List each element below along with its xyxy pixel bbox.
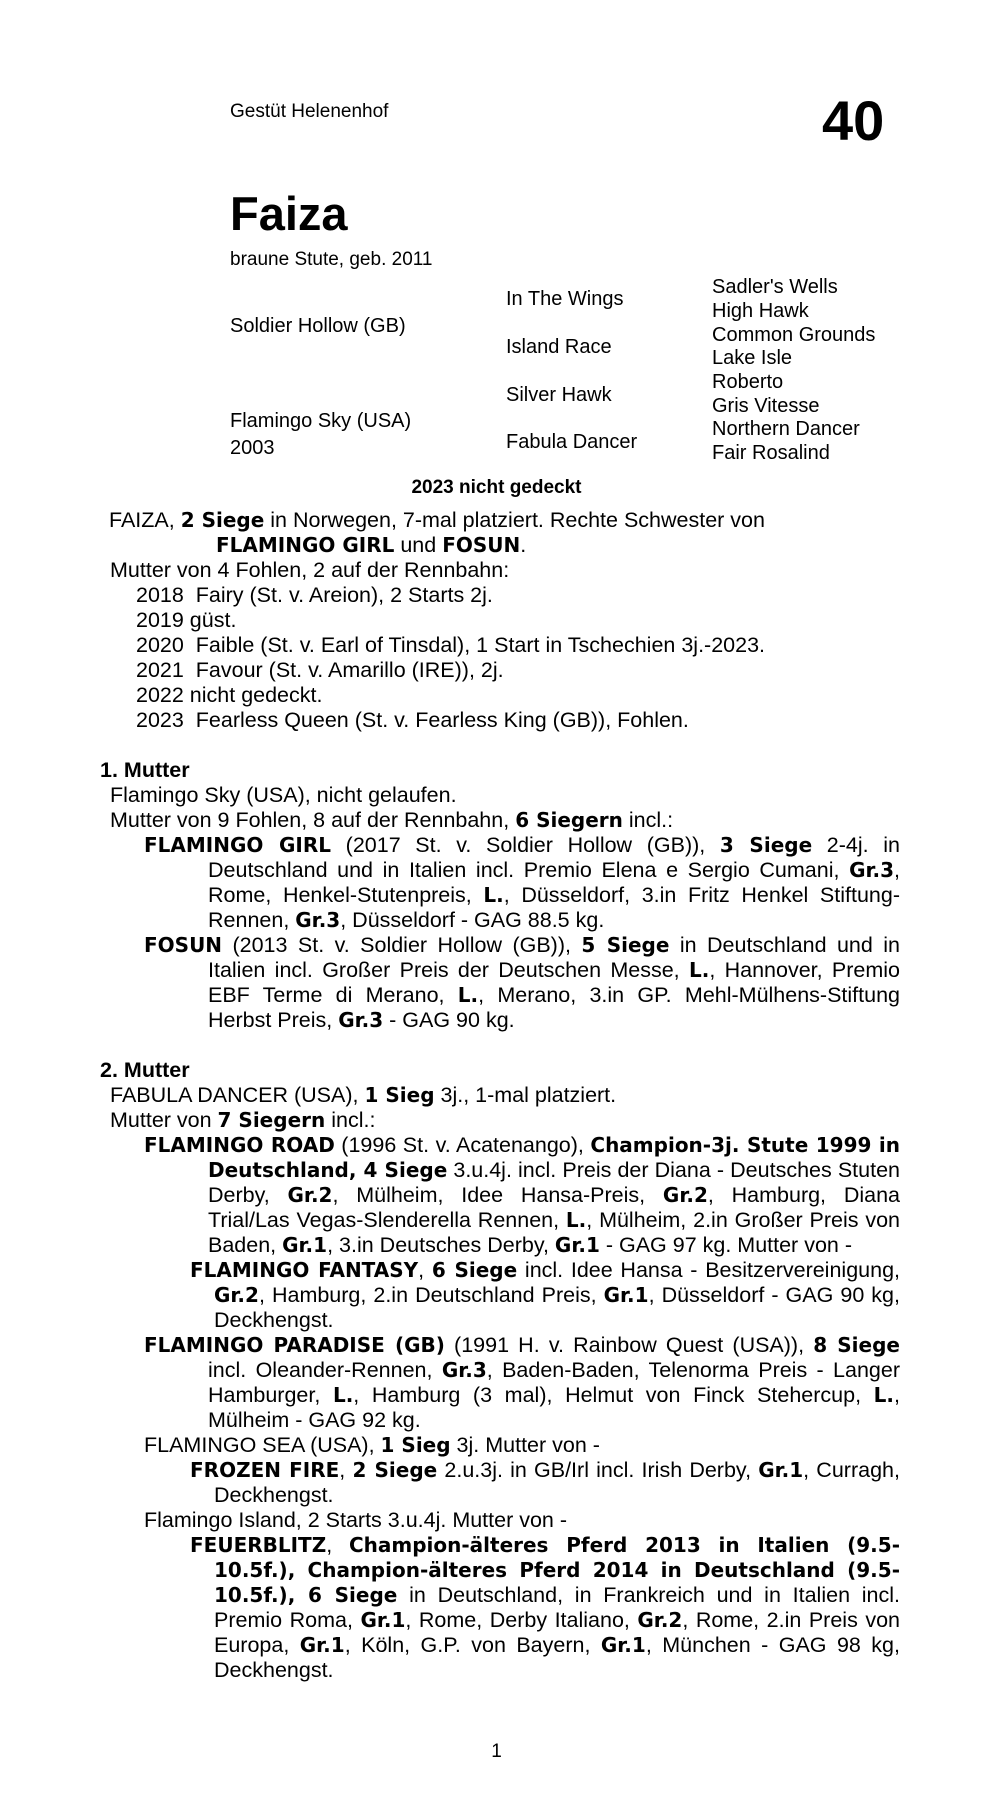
bold-run: Gr.1 [600,1633,646,1657]
bold-run: Gr.3 [338,1008,384,1032]
foal-entry: 2019 güst. [136,608,237,632]
pedigree-gen2: In The Wings [506,288,624,310]
bold-run: FLAMINGO FANTASY [190,1258,419,1282]
covering-status: 2023 nicht gedeckt [411,477,582,498]
dam-line: Mutter von 7 Siegern incl.: [110,1108,376,1132]
bold-run: 7 Siegern [217,1108,326,1132]
dam-line: Flamingo Sky (USA), nicht gelaufen. [110,783,457,807]
bold-run: FLAMINGO GIRL [144,833,332,857]
bold-run: Gr.1 [603,1283,649,1307]
pedigree-gen3: Northern Dancer [712,418,860,440]
page-number: 1 [491,1741,502,1762]
dam-line: Mutter von 9 Fohlen, 8 auf der Rennbahn, 6 Siegern incl.: [110,808,674,832]
horse-name: Faiza [230,187,348,240]
foal-entry: 2018 Fairy (St. v. Areion), 2 Starts 2j. [136,583,493,607]
bold-run: L. [873,1383,895,1407]
bold-run: 3 Siege [719,833,813,857]
bold-run: FLAMINGO GIRL [216,533,395,557]
bold-run: Gr.3 [849,858,895,882]
summary-line: FLAMINGO GIRL und FOSUN. [216,533,527,557]
bold-run: L. [483,883,504,907]
bold-run: L. [688,958,710,982]
bold-run: FOSUN [442,533,521,557]
bold-run: Gr.3 [441,1358,487,1382]
progeny-entry: FEUERBLITZ, Champion-älteres Pferd 2013 in Italien (9.5-10.5f.), Champion-älteres Pferd 2014 in Deutschland (9.5-10.5f.), 6 Siege in Deutschland, in Frankreich und in Italien incl. Premio Roma, Gr.1, Rome, Derby Italiano, Gr.2, Rome, 2.in Preis von Europa, Gr.1, Köln, G.P. von Bayern, Gr.1, München - GAG 98 kg, Deckhengst. [190,1533,900,1682]
bold-run: Gr.1 [360,1608,406,1632]
progeny-entry: FLAMINGO PARADISE (GB) (1991 H. v. Rainbow Quest (USA)), 8 Siege incl. Oleander-Rennen, Gr.3, Baden-Baden, Telenorma Preis - Langer Hamburger, L., Hamburg (3 mal), Helmut von Finck Stehercup, L., Mülheim - GAG 92 kg. [144,1333,900,1432]
pedigree-gen3: Roberto [712,371,784,393]
catalogue-text [100,508,900,1683]
progeny-entry: FROZEN FIRE, 2 Siege 2.u.3j. in GB/Irl incl. Irish Derby, Gr.1, Curragh, Deckhengst. [190,1458,900,1507]
bold-run: 8 Siege [813,1333,900,1357]
bold-run: L. [457,983,479,1007]
bold-run: 5 Siege [581,933,670,957]
bold-run: 6 Siege [431,1258,518,1282]
bold-run: 6 Siegern [515,808,623,832]
progeny-entry: FLAMINGO ROAD (1996 St. v. Acatenango), Champion-3j. Stute 1999 in Deutschland, 4 Siege 3.u.4j. incl. Preis der Diana - Deutsches Stuten Derby, Gr.2, Mülheim, Idee Hansa-Preis, Gr.2, Hamburg, Diana Trial/Las Vegas-Slenderella Rennen, L., Mülheim, 2.in Großer Preis von Baden, Gr.1, 3.in Deutsches Derby, Gr.1 - GAG 97 kg. Mutter von - [144,1133,900,1257]
foal-entry: 2023 Fearless Queen (St. v. Fearless King (GB)), Fohlen. [136,708,689,732]
bold-run: FLAMINGO ROAD [144,1133,335,1157]
horse-description: braune Stute, geb. 2011 [230,249,433,270]
pedigree-gen3: Sadler's Wells [712,276,838,298]
bold-run: Gr.2 [637,1608,683,1632]
bold-run: L. [332,1383,354,1407]
foal-entry: 2020 Faible (St. v. Earl of Tinsdal), 1 Start in Tschechien 3j.-2023. [136,633,766,657]
progeny-entry: FLAMINGO GIRL (2017 St. v. Soldier Hollow (GB)), 3 Siege 2-4j. in Deutschland und in Italien incl. Premio Elena e Sergio Cumani, Gr.3, Rome, Henkel-Stutenpreis, L., Düsseldorf, 3.in Fritz Henkel Stiftung-Rennen, Gr.3, Düsseldorf - GAG 88.5 kg. [144,833,901,932]
pedigree-gen3: High Hawk [712,300,809,322]
lot-number: 40 [822,89,885,152]
bold-run: 2 Siege [180,508,265,532]
summary-line: FAIZA, 2 Siege in Norwegen, 7-mal platziert. Rechte Schwester von [109,508,765,532]
bold-run: Gr.1 [299,1633,345,1657]
pedigree-gen3: Common Grounds [712,324,876,346]
foal-entry: 2021 Favour (St. v. Amarillo (IRE)), 2j. [136,658,504,682]
progeny-entry: FOSUN (2013 St. v. Soldier Hollow (GB)), 5 Siege in Deutschland und in Italien incl. Großer Preis der Deutschen Messe, L., Hannover, Premio EBF Terme di Merano, L., Merano, 3.in GP. Mehl-Mülhens-Stiftung Herbst Preis, Gr.3 - GAG 90 kg. [144,933,901,1032]
bold-run: Gr.1 [554,1233,600,1257]
progeny-entry: FLAMINGO SEA (USA), 1 Sieg 3j. Mutter von - [144,1433,600,1457]
bold-run: Gr.1 [758,1458,804,1482]
bold-run: FLAMINGO PARADISE (GB) [144,1333,445,1357]
section-heading-dam2: 2. Mutter [100,1058,190,1082]
bold-run: Champion-3j. Stute 1999 in Deutschland, 4 Siege [208,1133,900,1182]
pedigree-dam: Flamingo Sky (USA) [230,410,412,432]
bold-run: Gr.2 [214,1283,259,1307]
section-heading-dam1: 1. Mutter [100,758,190,782]
pedigree-gen2: Fabula Dancer [506,431,638,453]
pedigree-gen2: Island Race [506,336,612,358]
pedigree-sire: Soldier Hollow (GB) [230,315,406,337]
bold-run: 2 Siege [352,1458,438,1482]
pedigree-gen3: Gris Vitesse [712,395,820,417]
bold-run: FEUERBLITZ [190,1533,327,1557]
progeny-entry: FLAMINGO FANTASY, 6 Siege incl. Idee Hansa - Besitzervereinigung, Gr.2, Hamburg, 2.in Deutschland Preis, Gr.1, Düsseldorf - GAG 90 kg, Deckhengst. [190,1258,900,1332]
bold-run: FROZEN FIRE [190,1458,340,1482]
bold-run: 1 Sieg [380,1433,451,1457]
pedigree-gen3: Lake Isle [712,347,793,369]
bold-run: L. [565,1208,587,1232]
bold-run: Champion-älteres Pferd 2013 in Italien (9.5-10.5f.), Champion-älteres Pferd 2014 in Deutschland (9.5-10.5f.), 6 Siege [214,1533,900,1607]
bold-run: Gr.1 [282,1233,328,1257]
pedigree-dam-year: 2003 [230,437,275,459]
bold-run: Gr.3 [295,908,341,932]
foal-entry: 2022 nicht gedeckt. [136,683,323,707]
foals-intro: Mutter von 4 Fohlen, 2 auf der Rennbahn: [110,558,510,582]
bold-run: Gr.2 [287,1183,333,1207]
pedigree-gen2: Silver Hawk [506,384,612,406]
pedigree-gen3: Fair Rosalind [712,442,830,464]
dam-line: FABULA DANCER (USA), 1 Sieg 3j., 1-mal platziert. [110,1083,617,1107]
progeny-entry: Flamingo Island, 2 Starts 3.u.4j. Mutter von - [144,1508,568,1532]
bold-run: 1 Sieg [364,1083,435,1107]
bold-run: FOSUN [144,933,223,957]
bold-run: Gr.2 [662,1183,708,1207]
stud-name: Gestüt Helenenhof [230,101,389,122]
